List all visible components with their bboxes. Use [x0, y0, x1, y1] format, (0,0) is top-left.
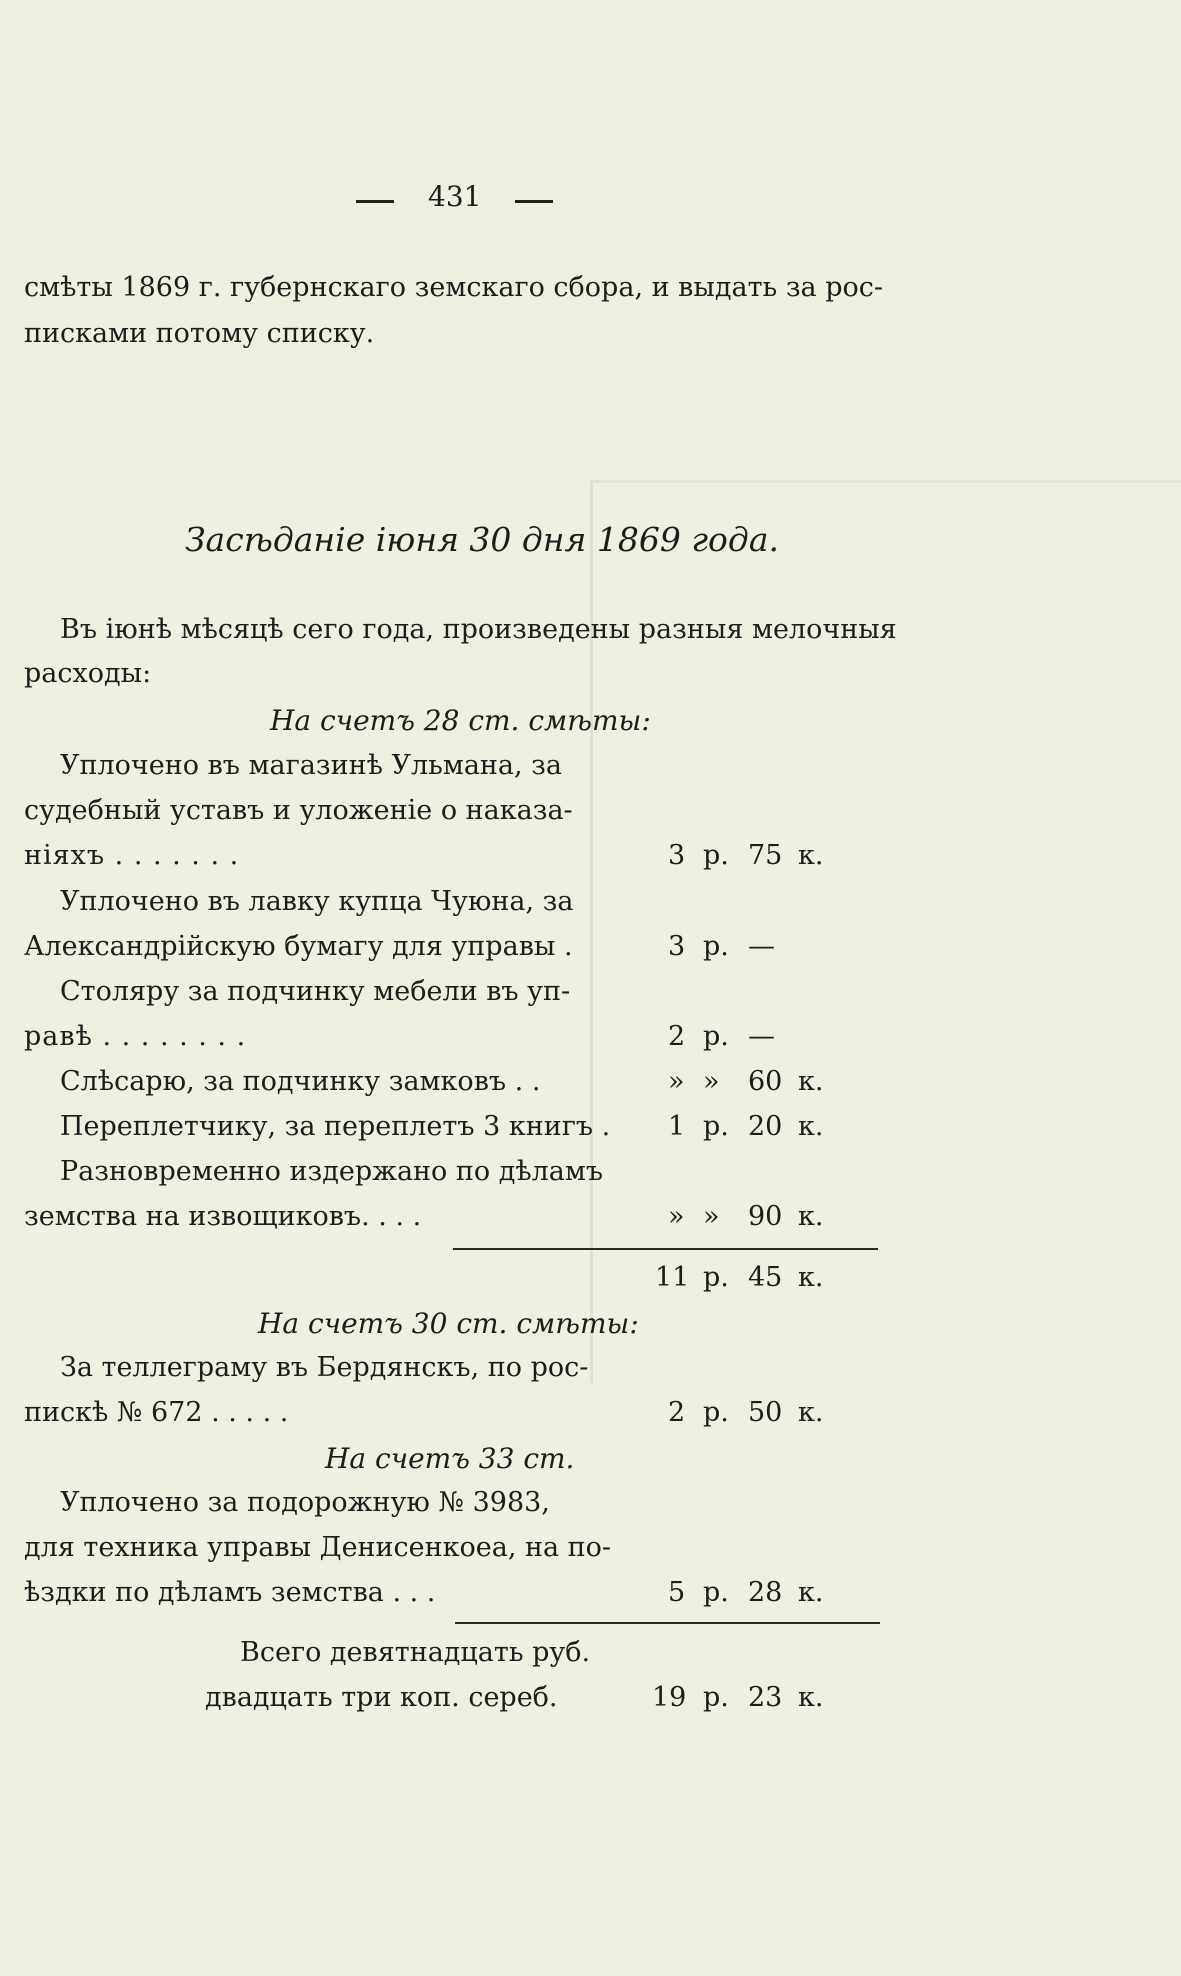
item-ulman-kop-label: к.: [798, 840, 824, 871]
item-podorozhnaya-kop: 28: [748, 1577, 783, 1608]
item-telegram-kop-label: к.: [798, 1397, 824, 1428]
item-ulman-rub: 3: [668, 840, 686, 871]
total-rule: [455, 1622, 880, 1624]
item-locksmith-rub: »: [668, 1066, 685, 1097]
item-ulman-kop: 75: [748, 840, 783, 871]
item-locksmith-kop-label: к.: [798, 1066, 824, 1097]
item-telegram-line-1: За теллеграму въ Бердянскъ, по рос-: [60, 1352, 589, 1383]
item-locksmith-line-1: Слѣсарю, за подчинку замковъ . .: [60, 1066, 541, 1097]
page-number: 431: [428, 180, 482, 213]
item-chuyun-rub-label: р.: [703, 931, 729, 962]
item-carpenter-line-2: равѣ . . . . . . . .: [24, 1021, 247, 1052]
intro-line-1: Въ іюнѣ мѣсяцѣ сего года, произведены разныя мелочныя: [60, 614, 897, 645]
subtotal-rule: [453, 1248, 878, 1250]
item-podorozhnaya-line-1: Уплочено за подорожную № 3983,: [60, 1487, 550, 1518]
subtotal-rub-label: р.: [703, 1262, 729, 1293]
item-telegram-rub-label: р.: [703, 1397, 729, 1428]
header-dash-right: [515, 200, 553, 203]
total-words-line-2: двадцать три коп. сереб.: [205, 1682, 558, 1713]
total-kop-label: к.: [798, 1682, 824, 1713]
item-cabs-line-2: земства на извощиковъ. . . .: [24, 1201, 422, 1232]
item-carpenter-line-1: Столяру за подчинку мебели въ уп-: [60, 976, 571, 1007]
item-carpenter-rub: 2: [668, 1021, 686, 1052]
intro-line-2: расходы:: [24, 658, 152, 689]
item-podorozhnaya-rub: 5: [668, 1577, 686, 1608]
item-carpenter-kop: —: [748, 1021, 775, 1052]
total-rub-label: р.: [703, 1682, 729, 1713]
item-chuyun-rub: 3: [668, 931, 686, 962]
item-cabs-line-1: Разновременно издержано по дѣламъ: [60, 1156, 604, 1187]
session-heading: Засѣданіе іюня 30 дня 1869 года.: [185, 520, 779, 559]
subtotal-kop-label: к.: [798, 1262, 824, 1293]
subtotal-rub: 11: [655, 1262, 690, 1293]
top-paragraph-line-2: писками потому списку.: [24, 318, 375, 349]
item-podorozhnaya-rub-label: р.: [703, 1577, 729, 1608]
item-ulman-line-1: Уплочено въ магазинѣ Ульмана, за: [60, 750, 563, 781]
item-ulman-rub-label: р.: [703, 840, 729, 871]
item-carpenter-rub-label: р.: [703, 1021, 729, 1052]
item-bookbinder-kop: 20: [748, 1111, 783, 1142]
item-podorozhnaya-line-2: для техника управы Денисенкоеа, на по-: [24, 1532, 612, 1563]
item-ulman-line-3: ніяхъ . . . . . . .: [24, 840, 240, 871]
item-chuyun-kop: —: [748, 931, 775, 962]
total-kop: 23: [748, 1682, 783, 1713]
header-dash-left: [356, 200, 394, 203]
item-cabs-rub: »: [668, 1201, 685, 1232]
item-podorozhnaya-line-3: ѣздки по дѣламъ земства . . .: [24, 1577, 436, 1608]
item-locksmith-kop: 60: [748, 1066, 783, 1097]
item-chuyun-line-1: Уплочено въ лавку купца Чуюна, за: [60, 886, 574, 917]
top-paragraph-line-1: смѣты 1869 г. губернскаго земскаго сбора, и выдать за рос-: [24, 272, 884, 303]
item-bookbinder-kop-label: к.: [798, 1111, 824, 1142]
item-bookbinder-rub-label: р.: [703, 1111, 729, 1142]
section-33-title: На счетъ 33 ст.: [325, 1442, 575, 1475]
total-rub: 19: [652, 1682, 687, 1713]
item-cabs-kop-label: к.: [798, 1201, 824, 1232]
subtotal-kop: 45: [748, 1262, 783, 1293]
item-telegram-kop: 50: [748, 1397, 783, 1428]
item-cabs-rub-label: »: [703, 1201, 720, 1232]
item-telegram-line-2: пискѣ № 672 . . . . .: [24, 1397, 289, 1428]
item-chuyun-line-2: Александрійскую бумагу для управы .: [24, 931, 573, 962]
item-cabs-kop: 90: [748, 1201, 783, 1232]
section-30-title: На счетъ 30 ст. смѣты:: [258, 1307, 639, 1340]
item-locksmith-rub-label: »: [703, 1066, 720, 1097]
total-words-line-1: Всего девятнадцать руб.: [240, 1637, 591, 1668]
item-ulman-line-2: судебный уставъ и уложеніе о наказа-: [24, 795, 573, 826]
item-podorozhnaya-kop-label: к.: [798, 1577, 824, 1608]
section-28-title: На счетъ 28 ст. смѣты:: [270, 704, 651, 737]
item-bookbinder-line-1: Переплетчику, за переплетъ 3 книгъ .: [60, 1111, 611, 1142]
item-bookbinder-rub: 1: [668, 1111, 686, 1142]
item-telegram-rub: 2: [668, 1397, 686, 1428]
